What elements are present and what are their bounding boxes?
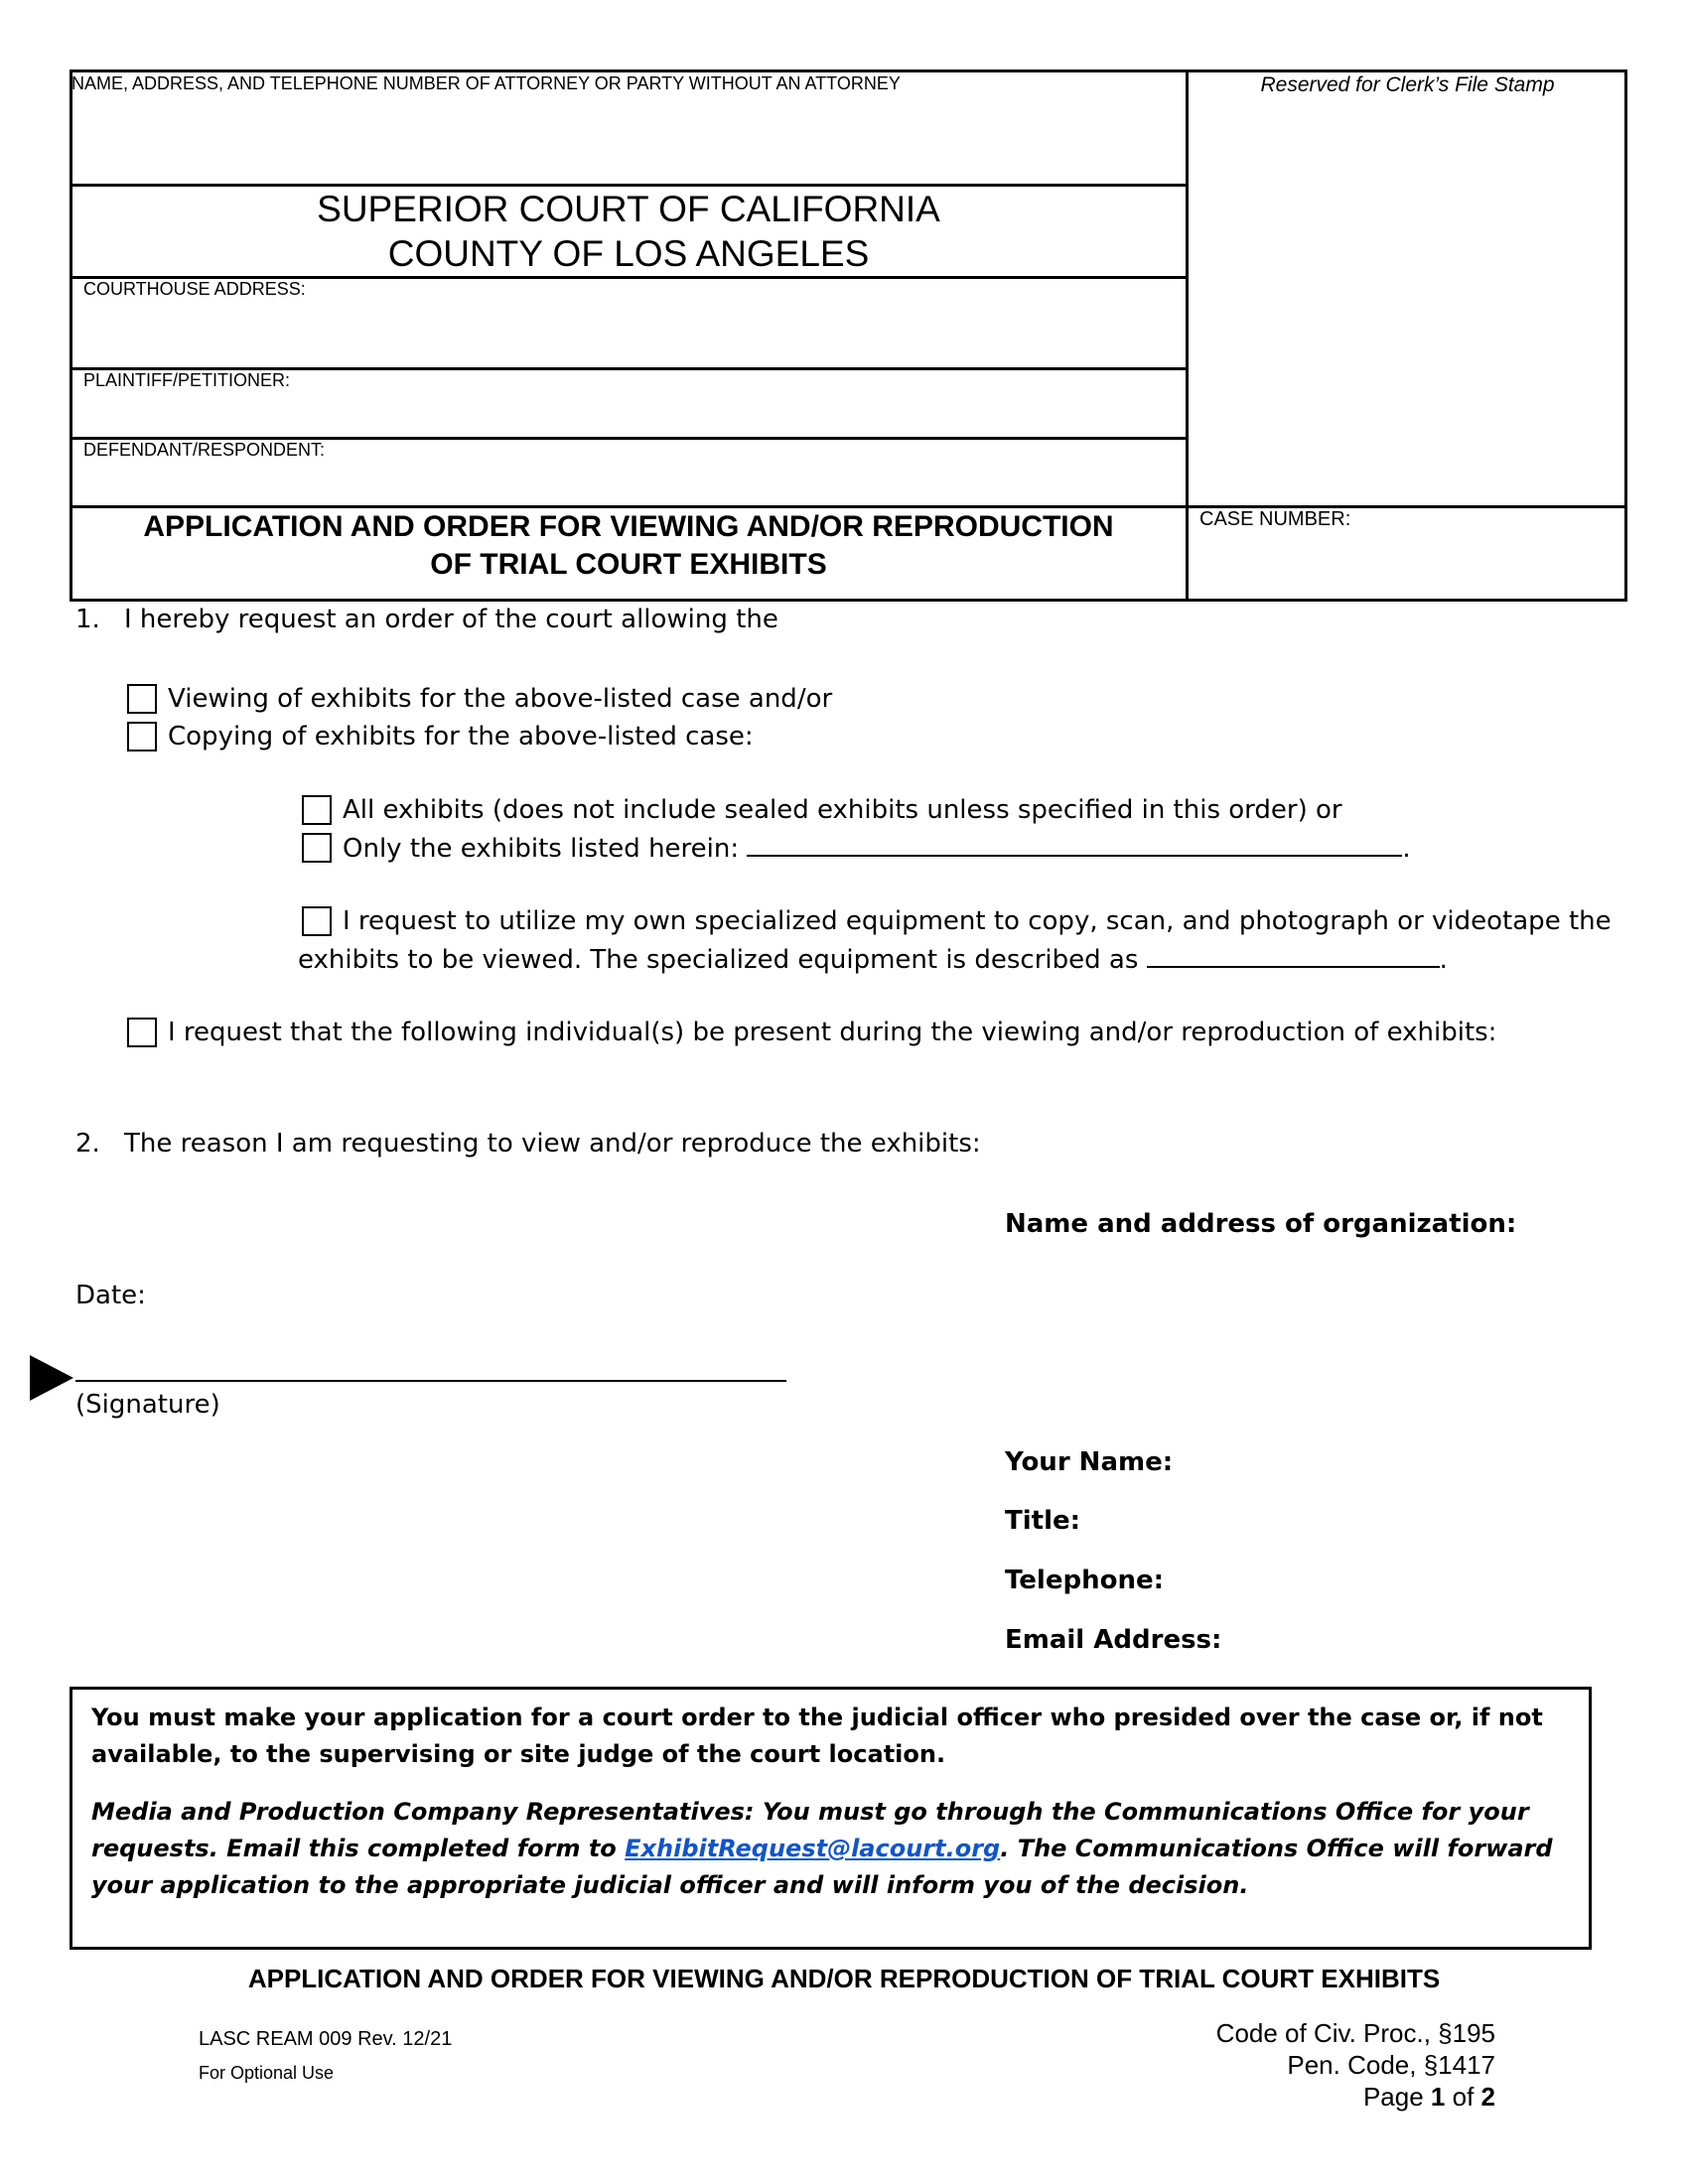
your-name-label: Your Name:	[1005, 1447, 1174, 1477]
footer-pen-code: Pen. Code, §1417	[1287, 2050, 1495, 2080]
court-name	[70, 187, 1188, 276]
listed-exhibits-checkbox[interactable]	[302, 833, 332, 863]
section-2-reason: The reason I am requesting to view and/or reproduce the exhibits:	[124, 1129, 981, 1159]
viewing-checkbox[interactable]	[127, 684, 157, 714]
copying-checkbox[interactable]	[127, 722, 157, 751]
all-exhibits-checkbox[interactable]	[302, 795, 332, 825]
notice-paragraph-1: You must make your application for a court order to the judicial officer who presided over the case or, if not available, to the supervising or site judge of the court location.	[91, 1704, 1543, 1768]
section-2-number: 2.	[75, 1129, 100, 1159]
footer-form-id: LASC REAM 009 Rev. 12/21	[199, 2028, 453, 2050]
individuals-checkbox[interactable]	[127, 1018, 157, 1047]
form-title-line-1: APPLICATION AND ORDER FOR VIEWING AND/OR REPRODUCTION	[143, 510, 1114, 543]
equipment-description-input[interactable]	[1147, 944, 1440, 968]
notice-paragraph-2-end: . The Communications Office will forward your application to the appropriate judicial officer and will inform you of the decision.	[91, 1835, 1553, 1899]
page-of: of	[1445, 2082, 1481, 2112]
notice-paragraph-2	[91, 1794, 1581, 1904]
telephone-label: Telephone:	[1005, 1566, 1164, 1595]
signature-arrow-icon	[30, 1355, 73, 1401]
viewing-option-label: Viewing of exhibits for the above-listed case and/or	[168, 684, 833, 714]
case-number-field[interactable]	[1197, 536, 1615, 596]
court-line-2: COUNTY OF LOS ANGELES	[387, 233, 870, 274]
date-label: Date:	[75, 1281, 146, 1310]
equipment-description-label: exhibits to be viewed. The specialized equipment is described as	[298, 945, 1139, 975]
equipment-checkbox[interactable]	[302, 906, 332, 936]
notice-paragraph-2-start: Media and Production Company Representatives: You must go through the Communications Office for your requests. Email this completed form to	[91, 1798, 1529, 1862]
form-title	[70, 508, 1188, 584]
email-label: Email Address:	[1005, 1625, 1222, 1655]
form-title-line-2: OF TRIAL COURT EXHIBITS	[430, 548, 827, 581]
clerk-stamp-label: Reserved for Clerk’s File Stamp	[1260, 73, 1555, 96]
court-line-1: SUPERIOR COURT OF CALIFORNIA	[317, 189, 940, 229]
footer-page-number	[993, 2081, 1495, 2113]
copying-option-label: Copying of exhibits for the above-listed case:	[168, 722, 754, 751]
footer-title: APPLICATION AND ORDER FOR VIEWING AND/OR REPRODUCTION OF TRIAL COURT EXHIBITS	[247, 1964, 1441, 1993]
signature-line[interactable]	[75, 1380, 786, 1382]
title-label: Title:	[1005, 1506, 1081, 1536]
organization-label: Name and address of organization:	[1005, 1209, 1517, 1239]
listed-exhibits-input[interactable]	[747, 833, 1402, 857]
courthouse-address-label: COURTHOUSE ADDRESS:	[83, 279, 306, 299]
plaintiff-field[interactable]	[79, 394, 1178, 434]
equipment-line-2: exhibits to be viewed. The specialized equipment is described as .	[298, 945, 1448, 975]
section-1-number: 1.	[75, 605, 100, 634]
page-current: 1	[1430, 2082, 1446, 2112]
individuals-label: I request that the following individual(s) be present during the viewing and/or reproduction of exhibits:	[168, 1018, 1497, 1047]
plaintiff-label: PLAINTIFF/PETITIONER:	[83, 370, 291, 390]
defendant-field[interactable]	[79, 464, 1178, 501]
case-number-label: CASE NUMBER:	[1199, 508, 1351, 530]
equipment-line-1: I request to utilize my own specialized equipment to copy, scan, and photograph or videotape the	[343, 906, 1612, 936]
section-1-intro: I hereby request an order of the court allowing the	[124, 605, 778, 634]
footer-citations	[993, 2017, 1495, 2113]
signature-label: (Signature)	[75, 1390, 220, 1420]
page-total: 2	[1480, 2082, 1495, 2112]
all-exhibits-label: All exhibits (does not include sealed exhibits unless specified in this order) or	[343, 795, 1342, 825]
footer-code-civ: Code of Civ. Proc., §195	[1215, 2018, 1495, 2048]
listed-exhibits-label: Only the exhibits listed herein:	[343, 834, 740, 864]
exhibit-request-email-link[interactable]: ExhibitRequest@lacourt.org	[625, 1835, 1001, 1862]
footer-optional-use: For Optional Use	[199, 2063, 335, 2083]
page-prefix: Page	[1362, 2082, 1431, 2112]
listed-exhibits-line: Only the exhibits listed herein: .	[343, 834, 1411, 864]
attorney-label: NAME, ADDRESS, AND TELEPHONE NUMBER OF ATTORNEY OR PARTY WITHOUT AN ATTORNEY	[71, 73, 901, 93]
defendant-label: DEFENDANT/RESPONDENT:	[83, 440, 326, 460]
courthouse-address-field[interactable]	[79, 303, 1178, 362]
clerk-stamp-area	[1192, 109, 1618, 501]
